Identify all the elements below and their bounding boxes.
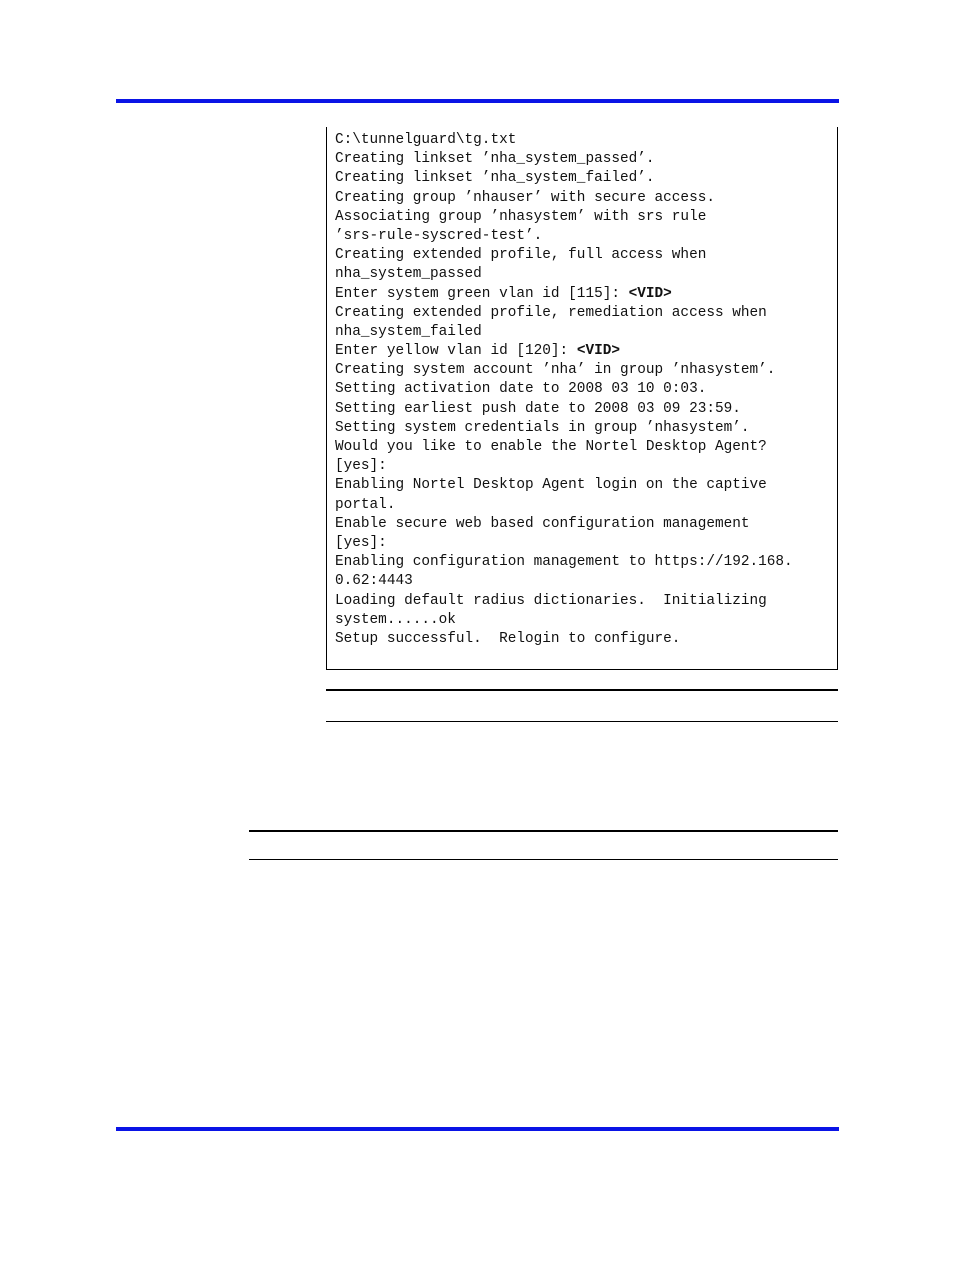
table-rule-top	[326, 689, 838, 691]
code-line	[335, 265, 793, 284]
code-line-text: Creating linkset ’nha_system_passed’.	[335, 151, 655, 168]
code-line-text: system......ok	[335, 611, 456, 628]
code-line-text: Enabling configuration management to https://192.168.	[335, 554, 793, 571]
code-lines	[335, 131, 793, 649]
section-rule-top	[249, 830, 838, 832]
code-line	[335, 208, 793, 227]
user-input-placeholder: <VID>	[576, 343, 620, 360]
code-block	[326, 127, 838, 670]
code-line	[335, 227, 793, 246]
code-line	[335, 419, 793, 438]
code-line-text: Enable secure web based configuration management	[335, 515, 750, 532]
section-rule-bottom	[249, 859, 838, 860]
code-line-text: [yes]:	[335, 534, 387, 551]
code-line-text: Creating group ’nhauser’ with secure access.	[335, 189, 715, 206]
code-line-text: Enter system green vlan id [115]:	[335, 285, 629, 302]
code-line	[335, 515, 793, 534]
code-line-text: Setting activation date to 2008 03 10 0:03.	[335, 381, 707, 398]
code-line	[335, 534, 793, 553]
code-line	[335, 611, 793, 630]
code-line	[335, 131, 793, 150]
code-line-text: Would you like to enable the Nortel Desktop Agent?	[335, 439, 767, 455]
footer-rule	[116, 1127, 839, 1131]
code-line	[335, 630, 793, 649]
code-line	[335, 592, 793, 611]
code-line	[335, 572, 793, 591]
code-line-text: Enabling Nortel Desktop Agent login on the captive	[335, 477, 767, 494]
table-rule-bottom	[326, 721, 838, 722]
code-line	[335, 304, 793, 323]
code-line	[335, 438, 793, 457]
code-line-text: Creating system account ’nha’ in group ’nhasystem’.	[335, 362, 776, 379]
code-line-text: Creating extended profile, remediation access when	[335, 304, 767, 321]
code-line-text: Creating extended profile, full access when	[335, 247, 707, 264]
code-line	[335, 400, 793, 419]
code-line-text: 0.62:4443	[335, 573, 413, 590]
code-line-text: Setting earliest push date to 2008 03 09 23:59.	[335, 400, 741, 417]
code-line	[335, 553, 793, 572]
code-line	[335, 285, 793, 304]
code-line-text: nha_system_passed	[335, 266, 482, 283]
code-line-text: ’srs-rule-syscred-test’.	[335, 227, 543, 244]
code-line-text: [yes]:	[335, 458, 387, 475]
header-rule	[116, 99, 839, 103]
code-line	[335, 323, 793, 342]
code-line	[335, 246, 793, 265]
code-line	[335, 189, 793, 208]
code-line-text: Creating linkset ’nha_system_failed’.	[335, 170, 655, 187]
code-line	[335, 361, 793, 380]
code-line	[335, 476, 793, 495]
code-line	[335, 496, 793, 515]
code-line	[335, 457, 793, 476]
code-line	[335, 169, 793, 188]
code-line-text: Setup successful. Relogin to configure.	[335, 630, 681, 647]
code-line-text: C:\tunnelguard\tg.txt	[335, 132, 517, 148]
code-line-text: Setting system credentials in group ’nhasystem’.	[335, 419, 750, 436]
code-line	[335, 150, 793, 169]
user-input-placeholder: <VID>	[628, 285, 672, 302]
code-line-text: portal.	[335, 496, 396, 513]
code-line-text: Loading default radius dictionaries. Initializing	[335, 592, 767, 609]
code-line-text: nha_system_failed	[335, 323, 482, 340]
code-line-text: Enter yellow vlan id [120]:	[335, 343, 577, 360]
code-line-text: Associating group ’nhasystem’ with srs rule	[335, 208, 707, 225]
code-line	[335, 342, 793, 361]
code-line	[335, 380, 793, 399]
